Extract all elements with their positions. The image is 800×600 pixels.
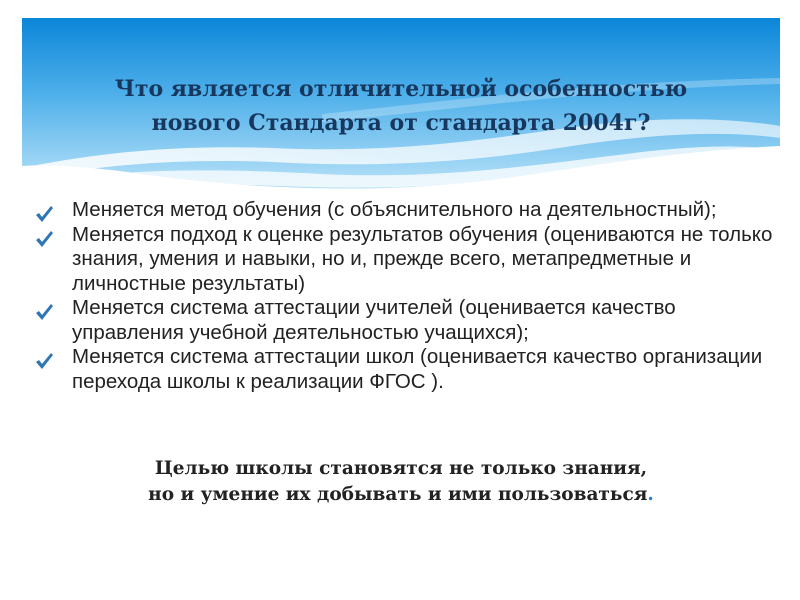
bullet-item	[34, 198, 774, 223]
bullet-text: Меняется подход к оценке результатов обучения (оцениваются не только знания, умения и навыки, но и, прежде всего, метапредметные и личностные результаты)	[72, 222, 773, 295]
bullet-item	[34, 296, 774, 345]
bullet-list	[34, 198, 774, 394]
bullet-text: Меняется метод обучения (с объяснительного на деятельностный);	[72, 198, 717, 221]
bullet-item	[34, 223, 774, 297]
title-line-1: Что является отличительной особенностью	[114, 76, 688, 102]
check-icon	[34, 302, 54, 322]
bullet-text: Меняется система аттестации школ (оценивается качество организации перехода школы к реализации ФГОС ).	[72, 345, 763, 393]
check-icon	[34, 229, 54, 249]
slide-title	[22, 72, 780, 140]
bullet-item	[34, 345, 774, 394]
check-icon	[34, 204, 54, 224]
check-icon	[34, 351, 54, 371]
title-line-2: нового Стандарта от стандарта 2004г?	[151, 110, 651, 136]
conclusion-line-2-wrap	[22, 482, 780, 508]
conclusion-line-1: Целью школы становятся не только знания,	[154, 458, 648, 479]
conclusion-line-2: но и умение их добывать и ими пользоваться	[148, 484, 648, 505]
bullet-text: Меняется система аттестации учителей (оценивается качество управления учебной деятельностью учащихся);	[72, 296, 676, 344]
conclusion-text	[22, 456, 780, 508]
conclusion-end-mark: .	[647, 484, 654, 505]
